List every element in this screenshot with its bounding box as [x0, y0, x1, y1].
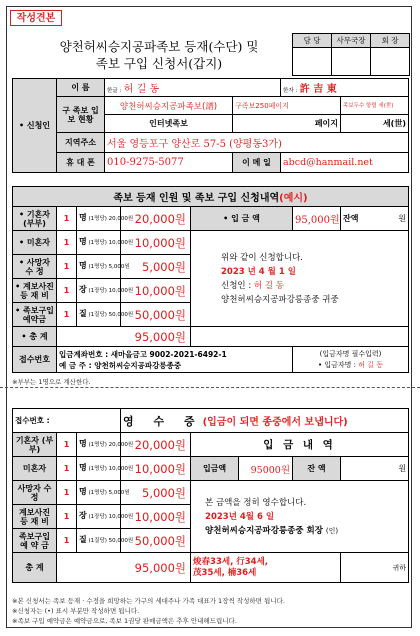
r2-unit-photo: 장 [79, 511, 87, 520]
item-price-married: 20,000원 [121, 207, 191, 231]
r2-unit-single: 명 [79, 463, 87, 472]
item-sub-photo [77, 279, 134, 303]
r2-gen-note-unit: 귀하 [341, 553, 409, 583]
title-line-1: 양천허씨승지공파족보 등재(수단) 및 [59, 39, 259, 54]
r2-balance-unit: 원 [341, 457, 409, 481]
confirm-applicant [221, 279, 406, 293]
hangul-name-cell[interactable] [105, 79, 281, 97]
payer-info[interactable] [293, 347, 409, 373]
old-gen-label: 족보두수 항렬 [343, 102, 377, 109]
item-unit-photo: 장 [79, 285, 87, 294]
item-sub-text-book: (1질당) 50,000원 [88, 312, 134, 318]
balance-cell[interactable] [341, 207, 409, 231]
item-label-married: • 기혼자 (부부) [13, 207, 57, 231]
r2-label-book: 족보구입 예 약 금 [13, 529, 57, 553]
hanja-name: 許 吉 東 [299, 84, 337, 95]
name-label: 이 름 [57, 79, 105, 97]
approve-col-2: 사무국장 [332, 34, 371, 48]
old-book-page[interactable]: 구족보250페이지 [233, 97, 341, 115]
phone-field[interactable]: 010-9275-5077 [105, 153, 233, 173]
approve-sign-2[interactable] [332, 48, 371, 76]
r2-unit-married: 명 [79, 439, 87, 448]
receipt2-title: 영 수 증 [123, 414, 203, 428]
online-book-page[interactable]: 페이지 [233, 115, 341, 133]
hanja-label: 한자 : [283, 88, 298, 94]
r2-issuer: 양천허씨승지공파강릉종중 회장 [205, 525, 323, 536]
item-sub-text-photo: (1장당) 10,000원 [88, 288, 134, 294]
item-label-book: • 족보구입 예약금 [13, 303, 57, 327]
item-price-single: 10,000원 [121, 231, 191, 255]
item-unit-single: 명 [79, 237, 87, 246]
online-book-generation[interactable]: 세(世) [341, 115, 409, 133]
item-sub-single [77, 231, 134, 255]
approve-col-3: 회 장 [371, 34, 410, 48]
item-price-photo: 10,000원 [121, 279, 191, 303]
confirm-date: 2023 년 4 월 1 일 [221, 266, 296, 277]
address-field[interactable]: 서울 영등포구 양산로 57-5 (양평동3가) [105, 133, 409, 153]
note-2: ※신청자는 (•) 표시 부분만 작성하면 됩니다. [12, 607, 140, 615]
r2-issuer-line [205, 524, 406, 538]
r2-qty-married: 1 [57, 433, 77, 457]
r2-label-married: 기혼자 (부부) [13, 433, 57, 457]
r2-sub-book [77, 529, 134, 553]
r2-deposit-value: 95000원 [239, 457, 293, 481]
applicant-side-label: • 신청인 [13, 79, 57, 173]
hanja-name-cell[interactable] [281, 79, 409, 97]
payer-hint: (입금자명 필수입력) [319, 349, 382, 358]
item-qty-married[interactable]: 1 [57, 207, 77, 231]
deposit-value[interactable]: 95,000원 [293, 207, 341, 231]
r2-balance-label: 잔 액 [293, 457, 341, 481]
r2-sub-deceased [77, 481, 130, 505]
item-qty-single[interactable]: 1 [57, 231, 77, 255]
r2-qty-deceased: 1 [57, 481, 77, 505]
footnote-couple: ※부부는 1명으로 계산한다. [12, 378, 91, 386]
total-value: 95,000원 [57, 327, 191, 347]
bank-holder-line [59, 360, 290, 371]
balance-label: 잔액 [343, 214, 359, 223]
bank-account: 새마을금고 9002-2021-6492-1 [110, 349, 227, 359]
confirm-applicant-label: 신청인 : [221, 280, 252, 291]
r2-price-single: 10,000원 [121, 457, 191, 481]
confirm-applicant-name: 허 길 동 [253, 280, 284, 291]
r2-price-married: 20,000원 [121, 433, 191, 457]
section1-title: 족보 등재 인원 및 족보 구입 신청내역 [113, 193, 280, 204]
applicant-table [12, 78, 409, 173]
cut-line [0, 387, 420, 388]
item-label-deceased: • 사망자 수 정 [13, 255, 57, 279]
sample-badge: 작성견본 [10, 10, 62, 26]
bank-info [57, 347, 293, 373]
r2-date: 2023년 4월 6 일 [205, 511, 275, 522]
confirm-block [191, 231, 409, 327]
r2-unit-book: 질 [79, 535, 87, 544]
form-title [14, 38, 304, 72]
r2-sub-text-deceased: (1명당) 5,000원 [88, 490, 130, 496]
item-sub-book [77, 303, 134, 327]
r2-sub-married [77, 433, 134, 457]
item-sub-married [77, 207, 134, 231]
r2-confirm1: 본 금액을 정히 영수합니다. [205, 497, 307, 508]
r2-price-photo: 10,000원 [121, 505, 191, 529]
note-3: ※족보 구입 예약금은 예약금으로, 족보 1권당 판매금액은 추후 안내해드립니다. [12, 617, 237, 625]
items-table [12, 186, 409, 373]
item-qty-deceased[interactable]: 1 [57, 255, 77, 279]
online-book-name: 인터넷족보 [105, 115, 233, 133]
item-label-photo: • 계보사진 등 재 비 [13, 279, 57, 303]
receipt-table [12, 408, 409, 583]
item-price-deceased: 5,000원 [121, 255, 191, 279]
confirm-recipient: 양천허씨승지공파강릉종중 귀중 [221, 294, 339, 305]
confirm-line1: 위와 같이 신청합니다. [221, 252, 304, 263]
hangul-name: 허 길 동 [123, 84, 160, 95]
r2-price-book: 50,000원 [121, 529, 191, 553]
r2-qty-single: 1 [57, 457, 77, 481]
receipt2-title-note: (입금이 되면 종중에서 보냅니다) [202, 416, 348, 428]
r2-gen-note [191, 553, 341, 583]
r2-sub-single [77, 457, 134, 481]
r2-qty-photo: 1 [57, 505, 77, 529]
old-gen-value: 세(世) [378, 102, 394, 109]
lineage-label: 구 족보 입보 현황 [57, 97, 105, 133]
r2-label-deceased: 사망자 수 정 [13, 481, 57, 505]
item-qty-book[interactable]: 1 [57, 303, 77, 327]
payer-line [295, 360, 406, 371]
item-sub-deceased [77, 255, 130, 279]
section1-example: (예시) [279, 193, 308, 204]
approve-col-1: 담 당 [293, 34, 332, 48]
item-unit-deceased: 명 [79, 261, 87, 270]
note-1: ※본 신청서는 족보 등재 · 수정을 희망하는 가구의 세대주나 가족 대표가 1장씩 작성하면 됩니다. [12, 597, 285, 605]
receipt2-title-cell [121, 409, 409, 433]
approve-sign-1[interactable] [293, 48, 332, 76]
r2-label-single: 미혼자 [13, 457, 57, 481]
r2-qty-book: 1 [57, 529, 77, 553]
total-blank [191, 327, 409, 347]
item-qty-photo[interactable]: 1 [57, 279, 77, 303]
r2-total-value: 95,000원 [57, 553, 191, 583]
r2-sub-text-book: (1질당) 50,000원 [88, 538, 134, 544]
r2-sub-text-single: (1명당) 10,000원 [88, 466, 134, 472]
address-label: 지역주소 [57, 133, 105, 153]
r2-sub-text-photo: (1장당) 10,000원 [88, 514, 134, 520]
payer-label: • 입금자명 : [318, 360, 357, 369]
phone-label: 휴 대 폰 [57, 153, 105, 173]
balance-unit: 원 [398, 214, 407, 223]
receipt-no-label: 접수번호 [13, 347, 57, 373]
email-field[interactable]: abcd@hanmail.net [281, 153, 409, 173]
r2-sub-photo [77, 505, 134, 529]
bank-holder-label: 예 금 주 : [59, 360, 92, 370]
bank-account-label: 입금계좌번호 : [59, 349, 109, 359]
section1-header [13, 187, 409, 207]
r2-deposit-history: 입 금 내 역 [191, 433, 409, 457]
item-label-single: • 미혼자 [13, 231, 57, 255]
r2-unit-deceased: 명 [79, 487, 87, 496]
r2-total-label: 총 계 [13, 553, 57, 583]
item-sub-text-deceased: (1명당) 5,000원 [88, 264, 130, 270]
r2-gen-note-line1: 焌春33세, 行34세, [193, 556, 269, 567]
item-price-book: 50,000원 [121, 303, 191, 327]
item-unit-married: 명 [79, 213, 87, 222]
total-label: • 총 계 [13, 327, 57, 347]
r2-gen-note-line2: 茂35세, 楠36세 [193, 567, 257, 578]
bank-account-line [59, 349, 290, 360]
title-line-2: 족보 구입 신청서(갑지) [95, 56, 223, 71]
item-sub-text-single: (1명당) 10,000원 [88, 240, 134, 246]
bank-holder: 양천허씨승지공파강릉종중 [94, 360, 182, 370]
r2-seal: (인) [325, 526, 339, 535]
r2-price-deceased: 5,000원 [121, 481, 191, 505]
approve-sign-3[interactable] [371, 48, 410, 76]
old-book-generation[interactable] [341, 97, 409, 115]
payer-name: 허 길 동 [358, 360, 383, 369]
hangul-label: 한글 : [107, 88, 122, 94]
r2-label-photo: 계보사진 등 재 비 [13, 505, 57, 529]
approval-box [292, 33, 410, 76]
r2-confirm-block [191, 481, 409, 553]
receipt2-no: 접수번호 : [13, 409, 121, 433]
item-sub-text-married: (1명당) 20,000원 [88, 216, 134, 222]
old-book-name[interactable]: 양천허씨승지공파족보(譜) [105, 97, 233, 115]
r2-deposit-label: 입금액 [191, 457, 239, 481]
deposit-label: • 입 금 액 [191, 207, 293, 231]
r2-sub-text-married: (1명당) 20,000원 [88, 442, 134, 448]
item-unit-book: 질 [79, 309, 87, 318]
email-label: 이 메 일 [233, 153, 281, 173]
